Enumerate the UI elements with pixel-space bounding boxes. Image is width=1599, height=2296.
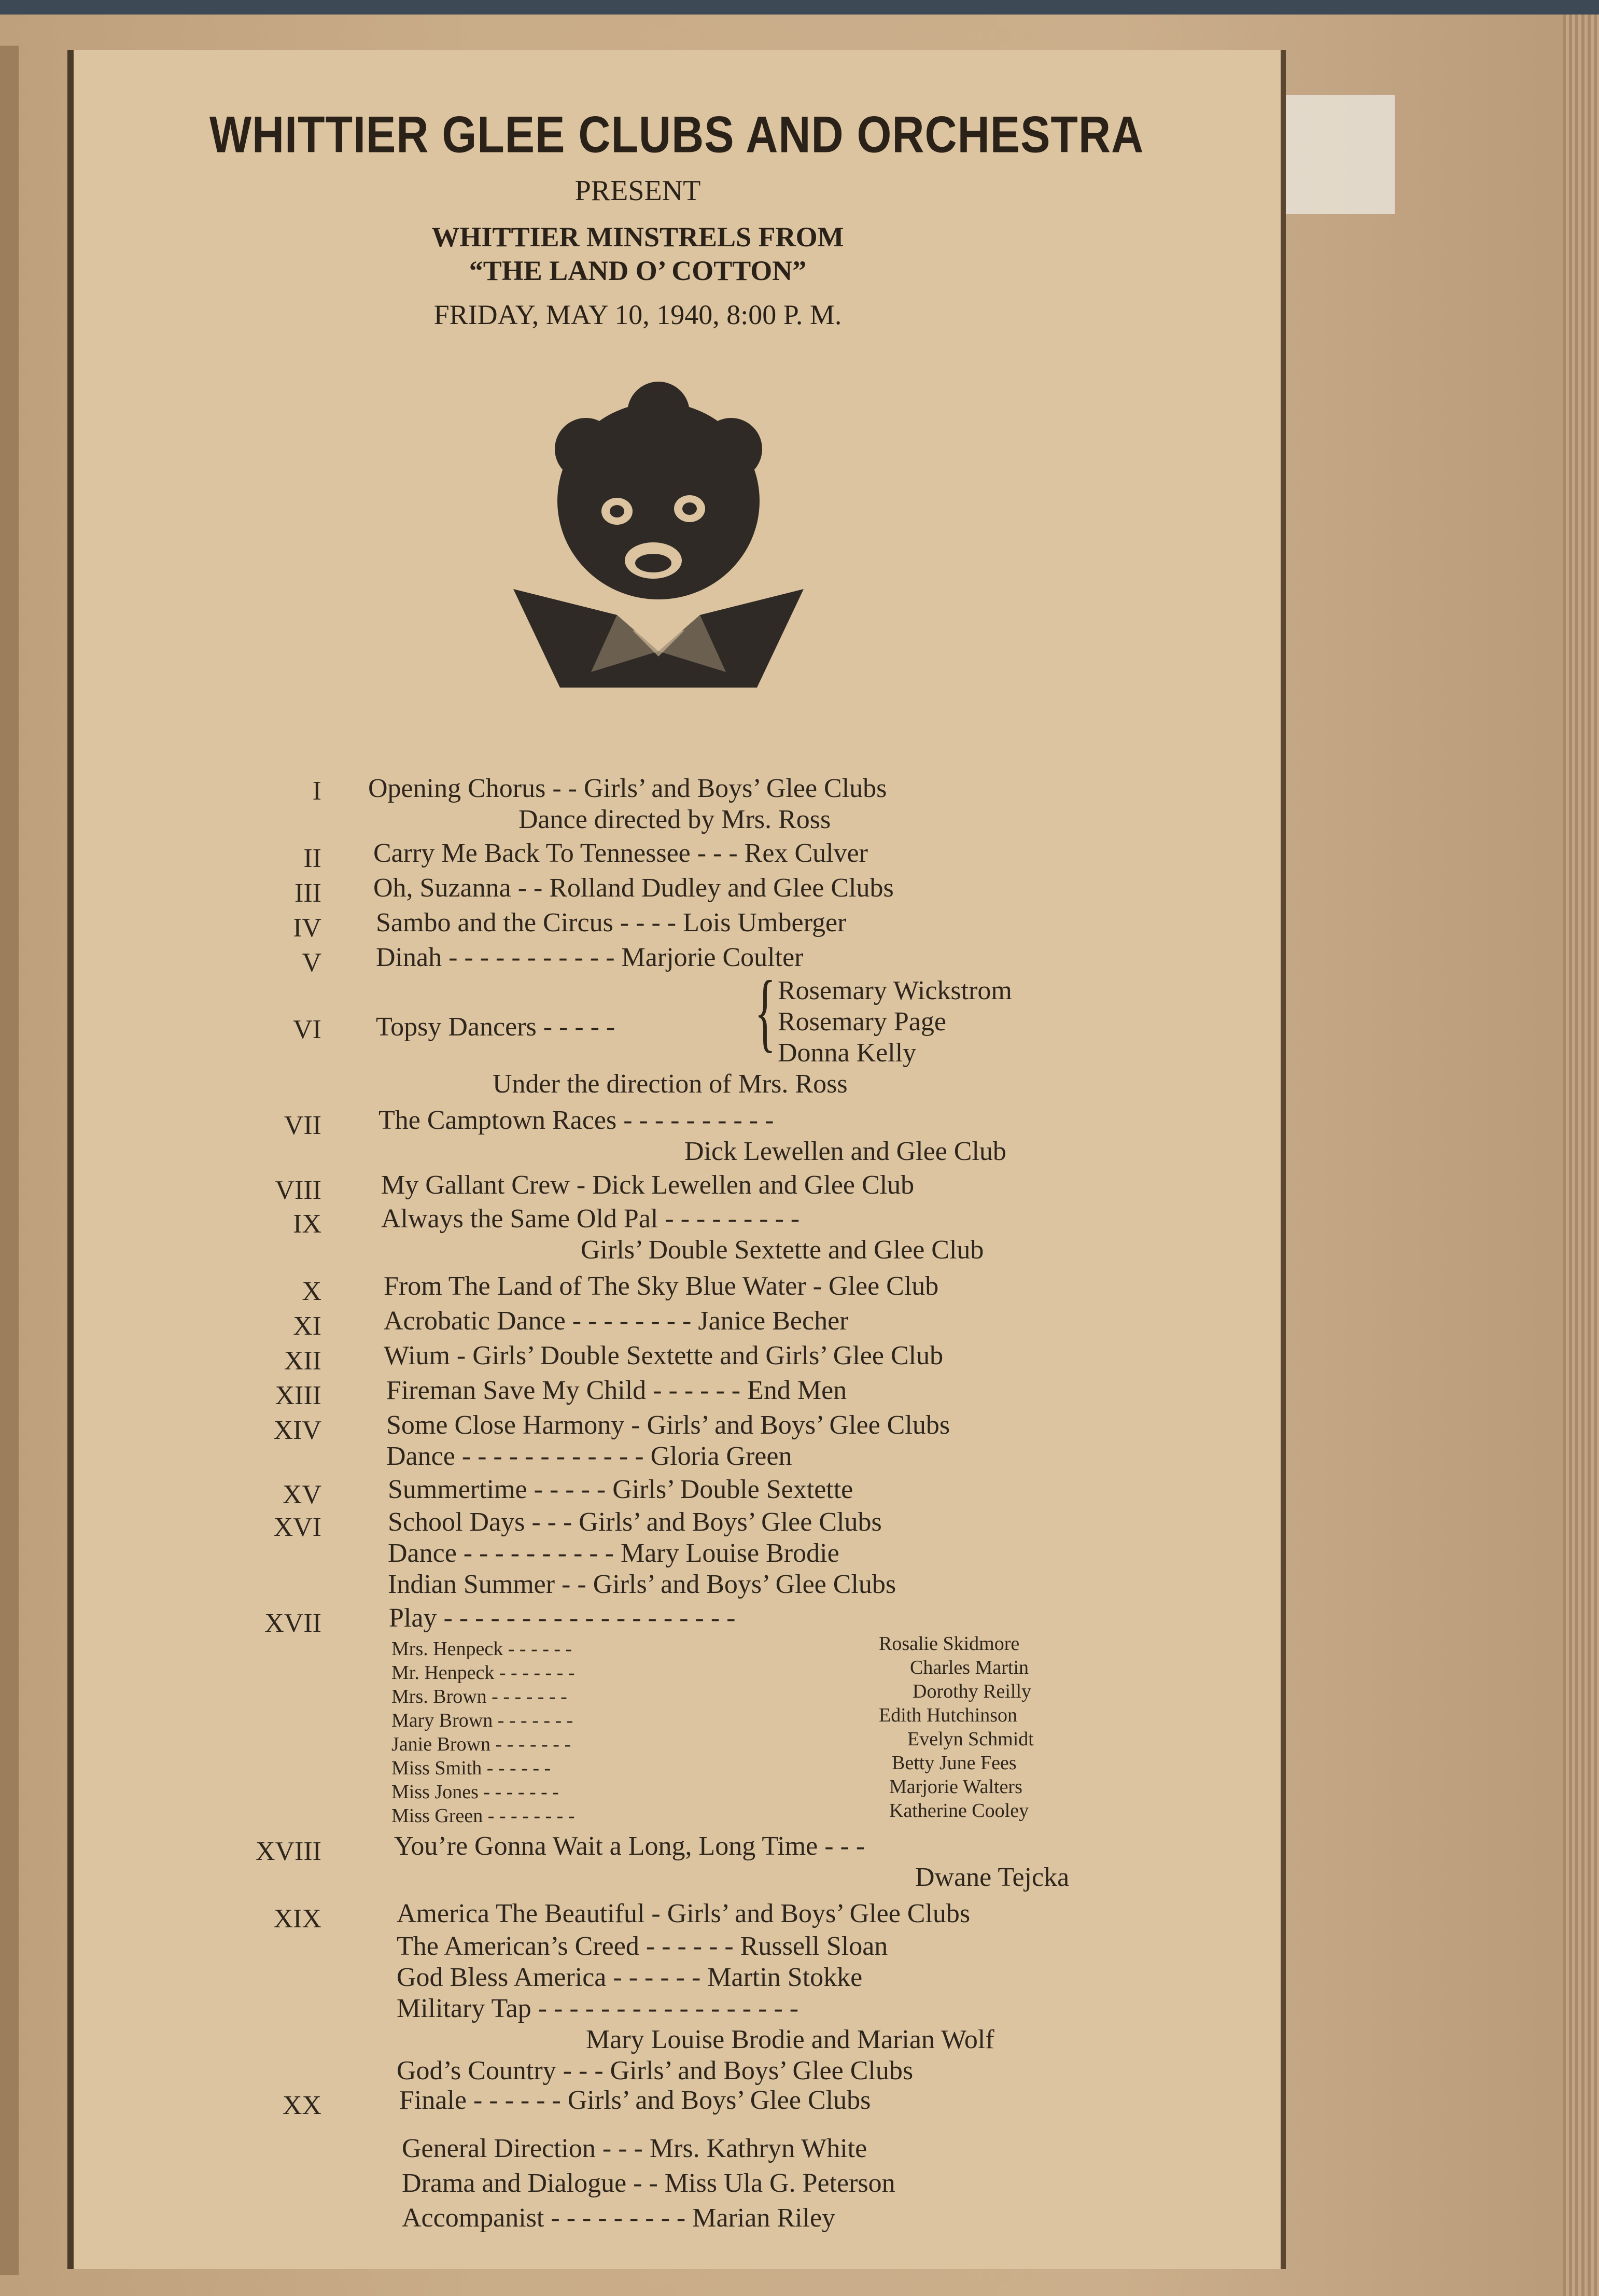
item-number: III bbox=[294, 878, 321, 908]
cast-actor: Betty June Fees bbox=[892, 1752, 1017, 1774]
item-number: XI bbox=[293, 1311, 321, 1341]
item-number: XX bbox=[282, 2091, 321, 2120]
cast-actor: Dorothy Reilly bbox=[913, 1681, 1032, 1702]
program-item: God Bless America - - - - - - Martin Stokke bbox=[397, 1963, 863, 1992]
page-edge bbox=[0, 46, 19, 2275]
item-number: XIX bbox=[273, 1904, 321, 1934]
album-page bbox=[0, 15, 1599, 2296]
program-item: Some Close Harmony - Girls’ and Boys’ Glee Clubs bbox=[386, 1410, 950, 1440]
cast-role: Mr. Henpeck - - - - - - - bbox=[391, 1662, 575, 1684]
cast-actor: Charles Martin bbox=[910, 1657, 1029, 1678]
item-number: XII bbox=[284, 1346, 321, 1376]
program-item: The Camptown Races - - - - - - - - - - bbox=[378, 1105, 774, 1135]
program-item: Wium - Girls’ Double Sextette and Girls’ Glee Club bbox=[384, 1341, 944, 1370]
cast-actor: Katherine Cooley bbox=[889, 1800, 1029, 1822]
program-item: Oh, Suzanna - - Rolland Dudley and Glee Clubs bbox=[373, 873, 894, 903]
program-item: God’s Country - - - Girls’ and Boys’ Glee Clubs bbox=[397, 2056, 914, 2085]
program-performer: Dick Lewellen and Glee Club bbox=[684, 1137, 1006, 1166]
item-number: VII bbox=[284, 1111, 321, 1140]
page-stack-edge bbox=[1563, 15, 1599, 2296]
item-number: IX bbox=[293, 1209, 321, 1239]
item-number: XV bbox=[282, 1480, 321, 1509]
cast-role: Mrs. Henpeck - - - - - - bbox=[391, 1638, 572, 1660]
minstrel-logo-illustration bbox=[513, 382, 804, 724]
program-performer: Dwane Tejcka bbox=[915, 1863, 1070, 1892]
program-performer: Girls’ Double Sextette and Glee Club bbox=[581, 1235, 984, 1265]
program-item: You’re Gonna Wait a Long, Long Time - - - bbox=[394, 1831, 865, 1861]
item-number: XVIII bbox=[255, 1837, 321, 1866]
cast-actor: Evelyn Schmidt bbox=[907, 1728, 1034, 1750]
item-number: I bbox=[312, 776, 321, 806]
program-title: WHITTIER GLEE CLUBS AND ORCHESTRA bbox=[209, 106, 1144, 164]
program-item: Dance - - - - - - - - - - Mary Louise Brodie bbox=[388, 1538, 839, 1568]
program-item: Dinah - - - - - - - - - - - Marjorie Coulter bbox=[376, 943, 804, 972]
credit-line: General Direction - - - Mrs. Kathryn White bbox=[402, 2134, 867, 2163]
program-item: America The Beautiful - Girls’ and Boys’ Glee Clubs bbox=[397, 1899, 971, 1928]
program-item: From The Land of The Sky Blue Water - Glee Club bbox=[384, 1271, 939, 1301]
cast-actor: Edith Hutchinson bbox=[879, 1704, 1018, 1726]
dancer-name: Rosemary Wickstrom bbox=[778, 976, 1012, 1005]
event-date: FRIDAY, MAY 10, 1940, 8:00 P. M. bbox=[433, 299, 842, 330]
dancer-name: Donna Kelly bbox=[778, 1038, 917, 1068]
cast-role: Mary Brown - - - - - - - bbox=[391, 1710, 573, 1731]
program-item: Opening Chorus - - Girls’ and Boys’ Glee Clubs bbox=[368, 774, 887, 803]
program-item: My Gallant Crew - Dick Lewellen and Glee Club bbox=[381, 1170, 915, 1200]
cast-role: Miss Green - - - - - - - - bbox=[391, 1805, 575, 1827]
item-number: II bbox=[303, 844, 321, 873]
program-item: The American’s Creed - - - - - - Russell Sloan bbox=[397, 1931, 888, 1961]
program-item: Sambo and the Circus - - - - Lois Umberger bbox=[376, 908, 847, 937]
program-item: Play - - - - - - - - - - - - - - - - - - - bbox=[389, 1603, 736, 1633]
item-number: VI bbox=[293, 1015, 321, 1044]
brace: { bbox=[754, 963, 776, 1060]
cast-role: Mrs. Brown - - - - - - - bbox=[391, 1686, 567, 1707]
item-number: VIII bbox=[275, 1175, 321, 1205]
cast-actor: Rosalie Skidmore bbox=[879, 1633, 1020, 1655]
cast-actor: Marjorie Walters bbox=[889, 1776, 1022, 1798]
cast-role: Miss Smith - - - - - - bbox=[391, 1757, 551, 1779]
program-item: Carry Me Back To Tennessee - - - Rex Culver bbox=[373, 838, 868, 868]
program-item: Acrobatic Dance - - - - - - - - Janice Becher bbox=[384, 1306, 849, 1336]
item-number: XIII bbox=[275, 1381, 321, 1410]
dancer-name: Rosemary Page bbox=[778, 1007, 946, 1037]
cast-role: Janie Brown - - - - - - - bbox=[391, 1733, 571, 1755]
item-number: XVI bbox=[273, 1513, 321, 1542]
program-item: Fireman Save My Child - - - - - - End Men bbox=[386, 1376, 847, 1405]
program-note: Dance directed by Mrs. Ross bbox=[518, 805, 831, 834]
program-item: Finale - - - - - - Girls’ and Boys’ Glee Clubs bbox=[399, 2085, 871, 2115]
present-line: PRESENT bbox=[574, 175, 701, 207]
program-item: Dance - - - - - - - - - - - - Gloria Green bbox=[386, 1441, 792, 1471]
subtitle-line-2: “THE LAND O’ COTTON” bbox=[469, 255, 807, 286]
program-item: Always the Same Old Pal - - - - - - - - - bbox=[381, 1204, 800, 1234]
program-item: Indian Summer - - Girls’ and Boys’ Glee Clubs bbox=[388, 1570, 896, 1599]
item-number: XVII bbox=[264, 1608, 321, 1638]
subtitle-line-1: WHITTIER MINSTRELS FROM bbox=[431, 221, 844, 253]
credit-line: Drama and Dialogue - - Miss Ula G. Peterson bbox=[402, 2168, 895, 2198]
program-performer: Mary Louise Brodie and Marian Wolf bbox=[586, 2025, 994, 2054]
program-note: Under the direction of Mrs. Ross bbox=[493, 1069, 848, 1099]
credit-line: Accompanist - - - - - - - - - Marian Riley bbox=[402, 2203, 836, 2233]
program-item: Topsy Dancers - - - - - bbox=[376, 1012, 615, 1042]
item-number: X bbox=[302, 1277, 321, 1306]
item-number: V bbox=[302, 948, 321, 977]
program-item: Military Tap - - - - - - - - - - - - - - - - - bbox=[397, 1994, 799, 2023]
cast-role: Miss Jones - - - - - - - bbox=[391, 1781, 559, 1803]
program-sheet bbox=[67, 50, 1286, 2269]
program-item: Summertime - - - - - Girls’ Double Sextette bbox=[388, 1475, 853, 1504]
item-number: IV bbox=[293, 913, 321, 943]
item-number: XIV bbox=[273, 1416, 321, 1445]
program-item: School Days - - - Girls’ and Boys’ Glee Clubs bbox=[388, 1507, 882, 1537]
